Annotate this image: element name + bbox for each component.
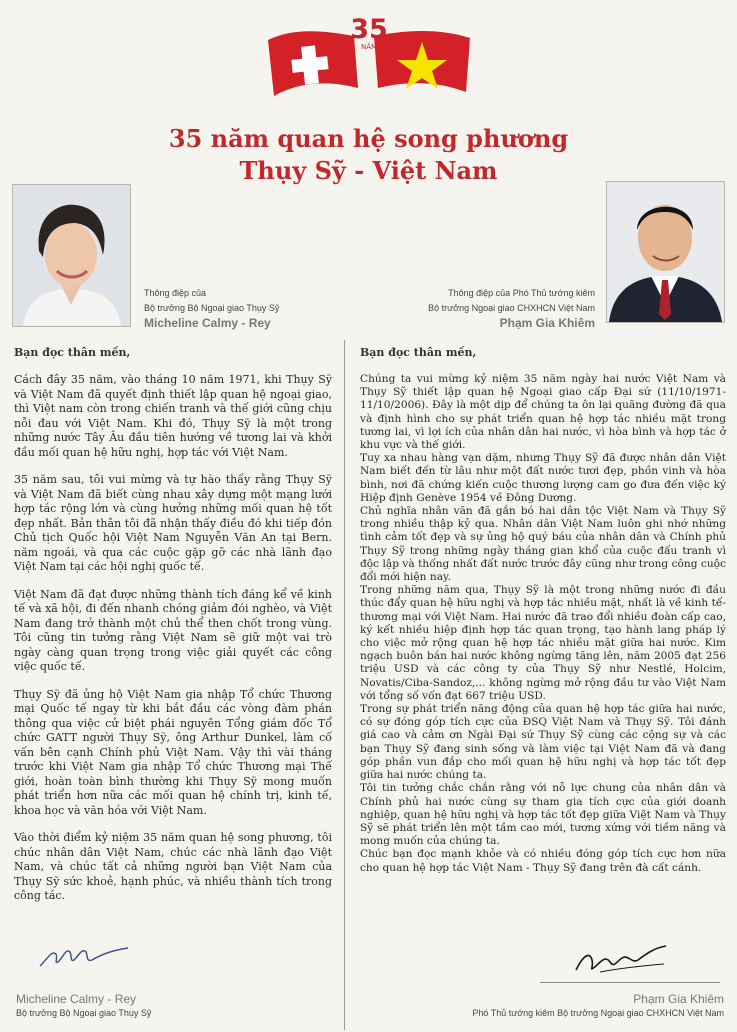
- left-paragraph: Việt Nam đã đạt được những thành tích đáng kể về kinh tế và xã hội, đi đến nhanh chóng giảm đói nghèo, và Việt Nam đang trở thành một chủ thể then chốt trong vùng. Tôi cũng tin tưởng rằng Việt Nam sẽ giữ một vai trò ngày càng quan trọng trong việc giải quyết các công việc quốc tế.: [14, 587, 332, 673]
- column-divider: [344, 340, 345, 1030]
- vietnam-flag-icon: [374, 31, 470, 92]
- right-paragraph: Tuy xa nhau hàng vạn dặm, nhưng Thụy Sỹ đã được nhân dân Việt Nam biết đến từ lâu như một đất nước tươi đẹp, phồn vinh và hòa bình, nơi đã chứng kiến cuộc thương lượng cam go đưa đến việc ký Hiệp định Genève 1954 về Đông Dương.: [360, 452, 726, 504]
- anniversary-flags-logo: [262, 8, 476, 104]
- right-author-caption: [428, 286, 595, 331]
- right-paragraph: Tôi tin tưởng chắc chắn rằng với nỗ lực chung của nhân dân và Chính phủ hai nước cùng sự tham gia tích cực của giới doanh nghiệp, quan hệ hữu nghị và hợp tác tốt đẹp giữa Việt Nam và Thụy Sỹ sẽ phát triển lên một tầm cao mới, tương xứng với tiềm năng và mong muốn của chúng ta.: [360, 782, 726, 848]
- right-caption-line1: Thông điệp của Phó Thủ tướng kiêm: [448, 288, 595, 298]
- right-paragraph: Chúng ta vui mừng kỷ niệm 35 năm ngày hai nước Việt Nam và Thụy Sỹ thiết lập quan hệ Ngoại giao cấp Đại sứ (11/10/1971-11/10/2006). Đây là một dịp để chúng ta ôn lại quãng đường đã qua và định hình cho sự phát triển quan hệ hợp tác nhiều mặt trong tương lai, vì lợi ích của nhân dân hai nước, vì hòa bình và hợp tác ở khu vực và thế giới.: [360, 373, 726, 452]
- left-caption-line2: Bộ trưởng Bộ Ngoại giao Thụy Sỹ: [144, 303, 280, 313]
- footer-left-role: Bộ trưởng Bộ Ngoại giao Thụy Sỹ: [16, 1008, 152, 1018]
- footer-left-name: Micheline Calmy - Rey: [16, 992, 137, 1006]
- left-signature-icon: [36, 940, 132, 972]
- right-paragraph: Trong sự phát triển năng động của quan hệ hợp tác giữa hai nước, có sự đóng góp tích cực của ĐSQ Việt Nam và Thụy Sỹ. Tôi đánh giá cao và cảm ơn Ngài Đại sứ Thụy Sỹ cùng các cộng sự và các bạn Thụy Sỹ đang sinh sống và làm việc tại Việt Nam đã và đang góp phần vun đắp cho mối quan hệ hữu nghị và hợp tác tốt đẹp giữa hai nước chúng ta.: [360, 703, 726, 782]
- left-greeting: Bạn đọc thân mến,: [14, 346, 131, 359]
- left-letter-column: [14, 346, 332, 917]
- right-author-name: Phạm Gia Khiêm: [499, 316, 595, 330]
- anniversary-number: 35: [350, 14, 388, 45]
- left-caption-line1: Thông điệp của: [144, 288, 207, 298]
- footer-right-role: Phó Thủ tướng kiêm Bộ trưởng Ngoại giao CHXHCN Việt Nam: [472, 1008, 724, 1018]
- page-title-line1: 35 năm quan hệ song phương: [168, 124, 569, 153]
- right-signature-icon: [570, 942, 670, 978]
- right-paragraph: Chủ nghĩa nhân văn đã gắn bó hai dân tộc Việt Nam và Thụy Sỹ trong nhiều thập kỷ qua. Nhân dân Việt Nam luôn ghi nhớ những tình cảm tốt đẹp và sự ủng hộ quý báu của nhân dân và Chính phủ Thụy Sỹ trong những ngày tháng gian khổ của cuộc đấu tranh vì độc lập và thống nhất đất nước trước đây cũng như trong công cuộc đổi mới hiện nay.: [360, 505, 726, 584]
- right-letter-column: [360, 346, 726, 875]
- left-paragraph: Cách đây 35 năm, vào tháng 10 năm 1971, khi Thụy Sỹ và Việt Nam đã quyết định thiết lập quan hệ ngoại giao, thì Việt nam còn trong chiến tranh và thế giới cũng chịu nỗi đau với Việt Nam. Khi đó, Thụy Sỹ là một trong những nước Tây Âu đầu tiên hướng về tương lai và khởi đầu mối quan hệ hữu nghị, hợp tác với Việt Nam.: [14, 373, 332, 459]
- page-title-line2: Thụy Sỹ - Việt Nam: [239, 156, 498, 185]
- footer-right-name: Phạm Gia Khiêm: [633, 992, 724, 1006]
- anniversary-word: NĂM: [360, 43, 378, 51]
- left-paragraph: Thụy Sỹ đã ủng hộ Việt Nam gia nhập Tổ chức Thương mại Quốc tế ngay từ khi bắt đầu các vòng đàm phán thông qua việc cử biệt phái nguyên Tổng giám đốc Tổ chức GATT người Thụy Sỹ, ông Arthur Dunkel, làm cố vấn bên cạnh Chính phủ Việt Nam. Vậy thì vài tháng trước khi Việt Nam gia nhập Tổ chức Thương mại Thế giới, hoàn toàn bình thường khi Thụy Sỹ mong muốn phát triển hơn nữa các mối quan hệ chính trị, kinh tế, khoa học và văn hóa với Việt Nam.: [14, 687, 332, 817]
- right-signature-line: [540, 982, 720, 983]
- right-caption-line2: Bộ trưởng Ngoại giao CHXHCN Việt Nam: [428, 303, 595, 313]
- right-greeting: Bạn đọc thân mến,: [360, 346, 477, 359]
- left-paragraph: Vào thời điểm kỷ niệm 35 năm quan hệ song phương, tôi chúc nhân dân Việt Nam, chúc các nhà lãnh đạo Việt Nam, và chúc tất cả những người bạn Việt Nam của Thụy Sỹ sức khoẻ, hạnh phúc, và nhiều thành tích trong công tác.: [14, 831, 332, 902]
- left-author-name: Micheline Calmy - Rey: [144, 316, 271, 330]
- portrait-right-photo: [606, 181, 725, 323]
- right-paragraph: Chúc bạn đọc mạnh khỏe và có nhiều đóng góp tích cực hơn nữa cho quan hệ hợp tác Việt Nam - Thụy Sỹ đang trên đà cất cánh.: [360, 848, 726, 874]
- right-paragraph: Trong những năm qua, Thụy Sỹ là một trong những nước đi đầu thúc đẩy quan hệ hữu nghị và hợp tác nhiều mặt, nhất là về kinh tế-thương mại với Việt Nam. Hai nước đã trao đổi nhiều đoàn cấp cao, ký kết nhiều hiệp định hợp tác quan trọng, tạo hành lang pháp lý cho việc mở rộng quan hệ hợp tác nhiều mặt giữa hai nước. Kim ngạch buôn bán hai nước không ngừng tăng lên, năm 2005 đạt 256 triệu USD và các công ty của Thụy Sỹ như Nestlé, Holcim, Novatis/Ciba-Sandoz,... không ngừng mở rộng đầu tư vào Việt Nam với tổng số vốn đạt 667 triệu USD.: [360, 584, 726, 702]
- left-author-caption: [144, 286, 279, 331]
- portrait-left-photo: [12, 184, 131, 327]
- swiss-flag-icon: [268, 31, 358, 96]
- left-paragraph: 35 năm sau, tôi vui mừng và tự hào thấy rằng Thụy Sỹ và Việt Nam đã biết cùng nhau xây dựng một mạng lưới hợp tác rộng lớn và cùng hưởng những mối quan hệ tốt đẹp nhất. Bản thân tôi đã nhận thấy điều đó khi tiếp đón Chủ tịch Quốc hội Việt Nam Nguyễn Văn An tại Bern. năm ngoái, và qua các cuộc gặp gỡ các nhà lãnh đạo Việt Nam tại các hội nghị quốc tế.: [14, 473, 332, 573]
